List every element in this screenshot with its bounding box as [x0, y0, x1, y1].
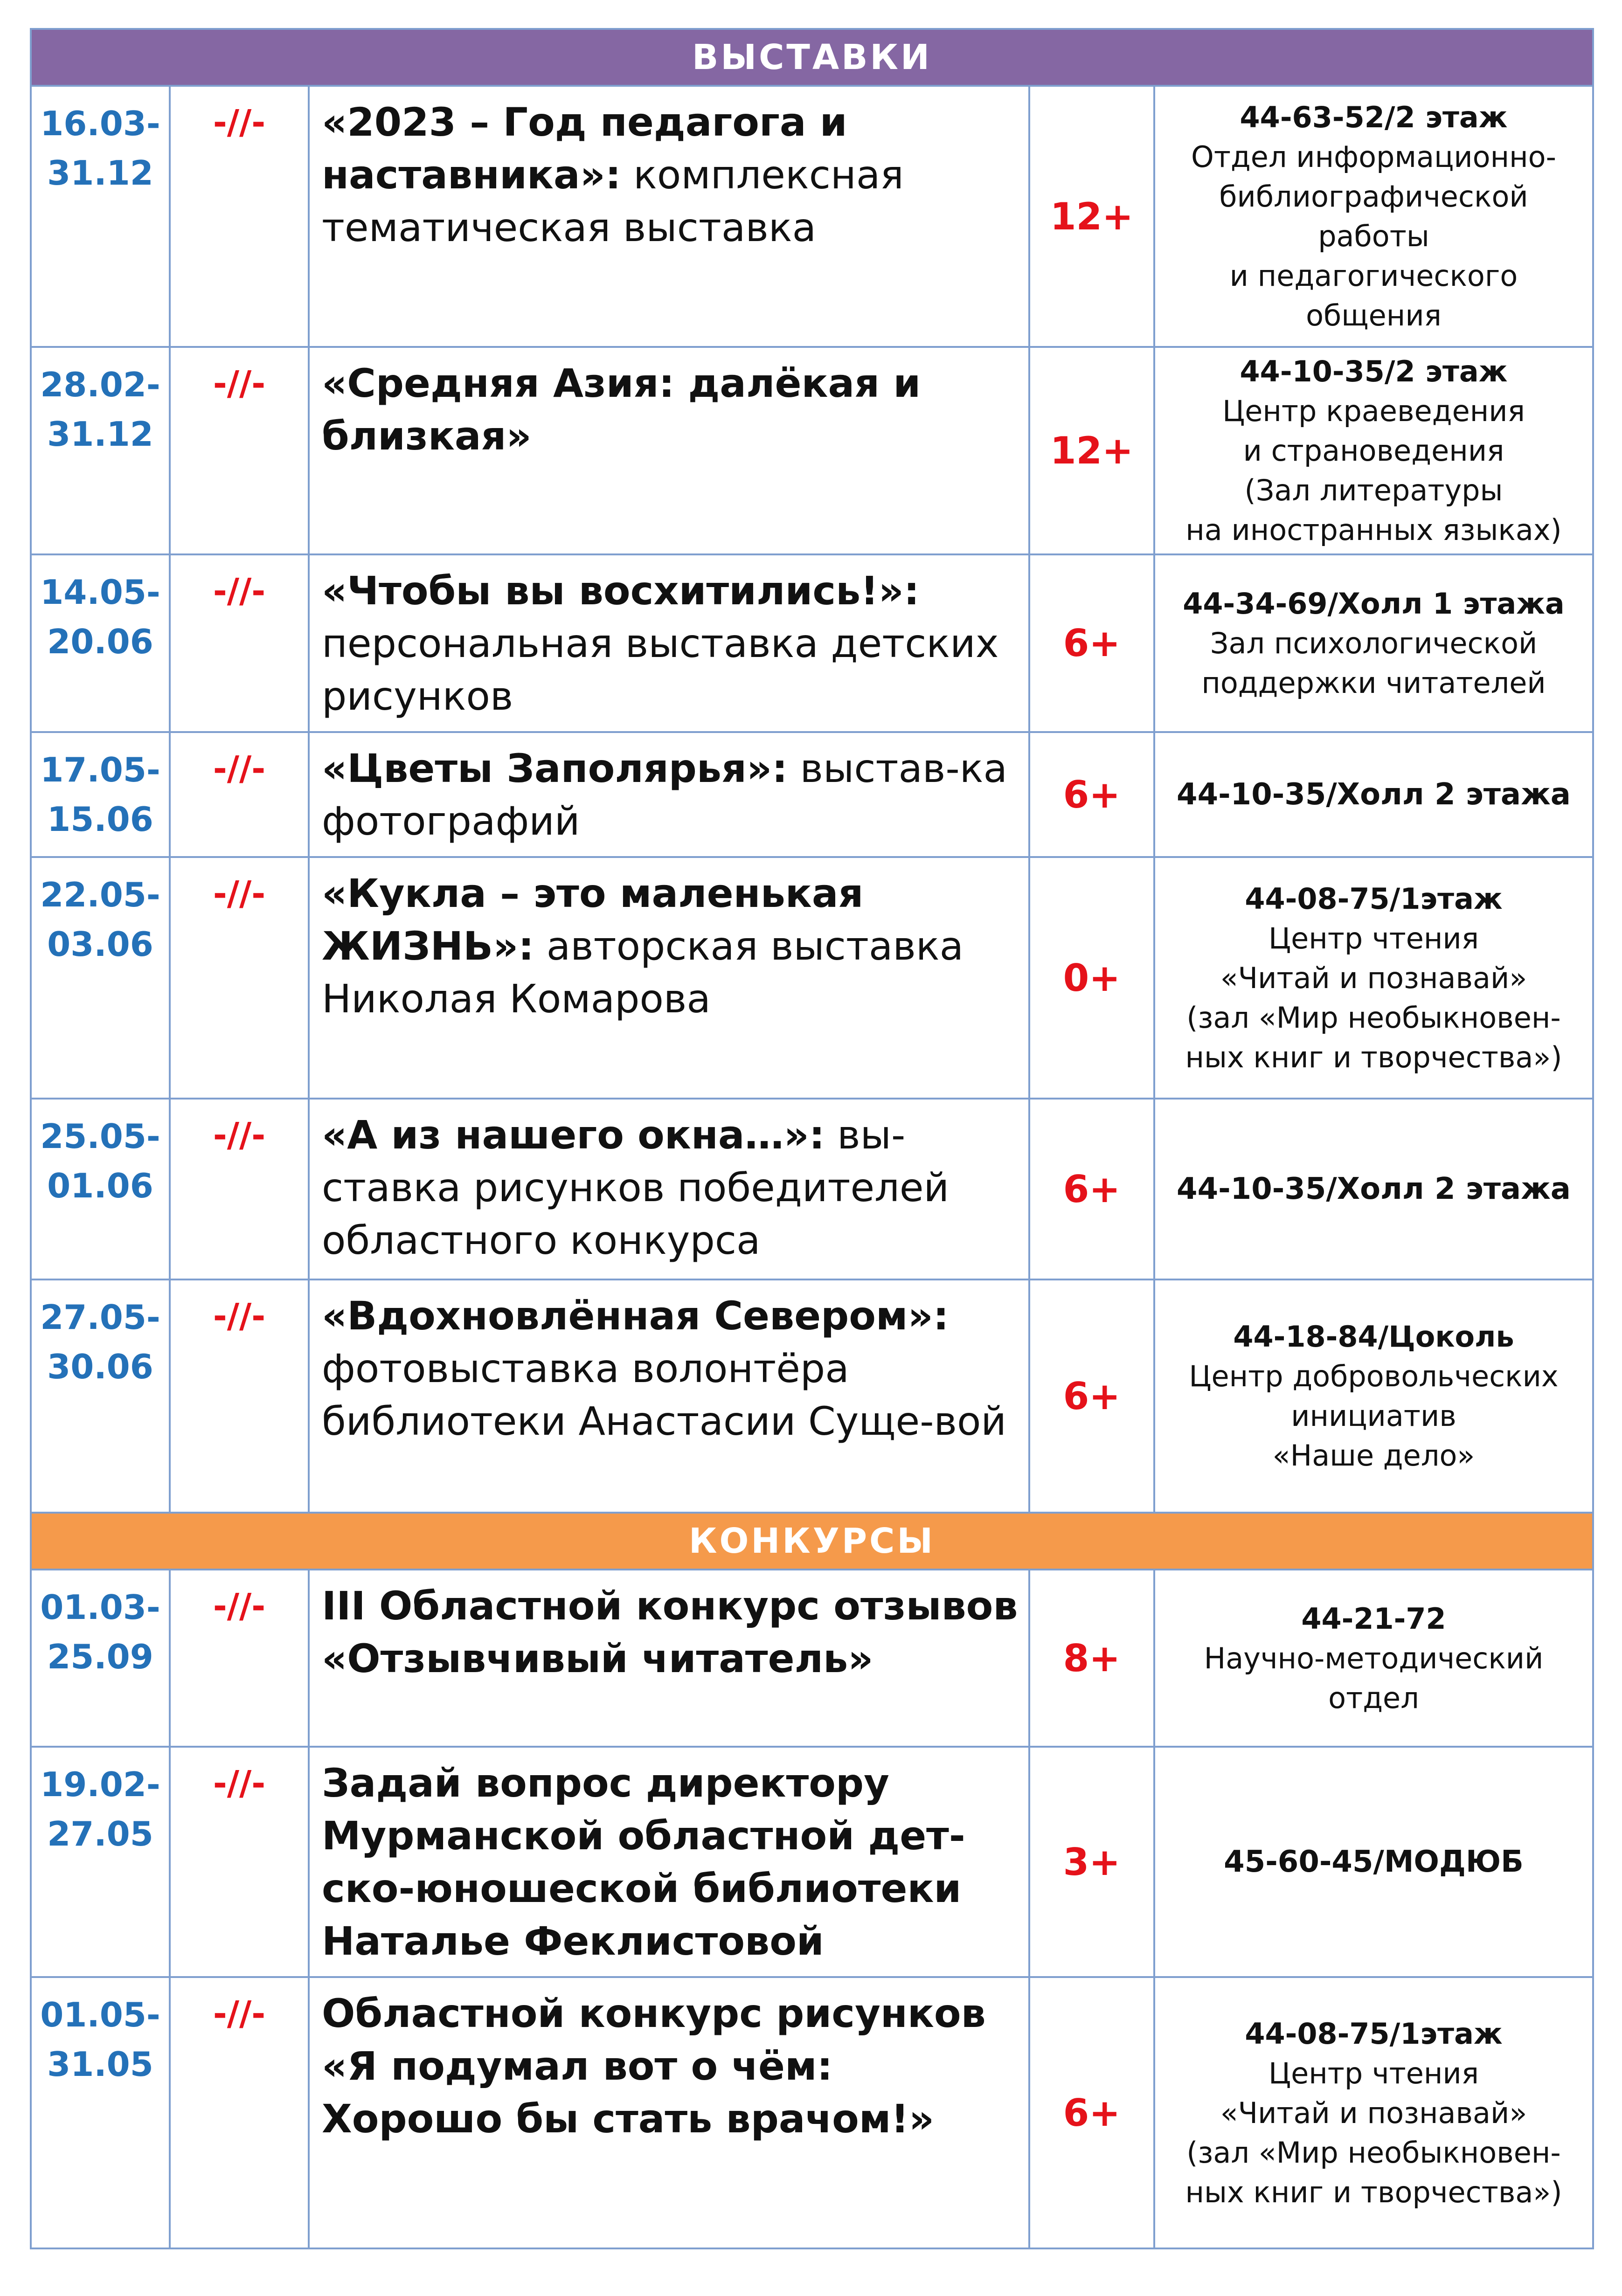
date-end: 30.06	[47, 1347, 153, 1386]
location-cell	[1154, 1099, 1593, 1279]
event-row	[31, 1747, 1593, 1977]
date-range-cell	[31, 732, 170, 857]
location-line: Центр добровольческих	[1189, 1359, 1559, 1393]
event-row	[31, 1279, 1593, 1513]
event-title-cell	[309, 857, 1029, 1099]
ditto-mark: -//-	[170, 554, 309, 732]
event-row	[31, 1099, 1593, 1279]
location-line: Научно-методический	[1204, 1641, 1544, 1675]
location-cell	[1154, 86, 1593, 347]
date-start: 16.03-	[40, 104, 160, 143]
events-table	[30, 28, 1594, 2249]
event-title-description: авторская выставка Николая Комарова	[322, 923, 964, 1022]
location-line: Центр чтения	[1268, 2056, 1479, 2090]
age-rating: 12+	[1029, 86, 1154, 347]
event-title-description: выстав-ка фотографий	[322, 746, 1007, 844]
event-row	[31, 554, 1593, 732]
date-range-cell	[31, 1099, 170, 1279]
age-rating: 6+	[1029, 732, 1154, 857]
event-title-bold: «2023 – Год педагога и наставника»:	[322, 99, 847, 198]
age-rating: 6+	[1029, 554, 1154, 732]
event-title-cell	[309, 1099, 1029, 1279]
event-title-bold: III Областной конкурс отзывов «Отзывчивый читатель»	[322, 1583, 1018, 1681]
event-title-bold: «Чтобы вы восхитились!»:	[322, 568, 920, 614]
location-line: Центр краеведения	[1222, 394, 1525, 428]
location-cell	[1154, 1977, 1593, 2248]
location-line: отдел	[1328, 1681, 1419, 1715]
event-title-cell	[309, 347, 1029, 554]
event-title-bold: «Кукла – это маленькая ЖИЗНЬ»:	[322, 871, 864, 969]
date-start: 28.02-	[40, 365, 160, 404]
ditto-mark: -//-	[170, 1977, 309, 2248]
phone-location: 45-60-45/МОДЮБ	[1224, 1844, 1524, 1879]
location-line: Отдел информационно-	[1191, 140, 1556, 174]
location-line: «Читай и познавай»	[1220, 961, 1527, 995]
date-end: 31.12	[47, 415, 153, 454]
date-end: 25.09	[47, 1637, 153, 1676]
section-heading: ВЫСТАВКИ	[31, 29, 1593, 86]
location-cell	[1154, 1570, 1593, 1747]
location-line: ных книг и творчества»)	[1185, 2175, 1562, 2209]
date-end: 15.06	[47, 800, 153, 839]
location-cell	[1154, 857, 1593, 1099]
section-header-row	[31, 1513, 1593, 1570]
location-line: и страноведения	[1243, 434, 1504, 468]
date-end: 31.12	[47, 153, 153, 193]
ditto-mark: -//-	[170, 1747, 309, 1977]
event-title-cell	[309, 1279, 1029, 1513]
location-line: Центр чтения	[1268, 921, 1479, 955]
event-title-description: персональная выставка детских рисунков	[322, 621, 999, 719]
event-title-description: фотовыставка волонтёра библиотеки Анастасии Суще-вой	[322, 1346, 1006, 1444]
location-line: ных книг и творчества»)	[1185, 1040, 1562, 1074]
event-title-description: вы-ставка рисунков победителей областного конкурса	[322, 1112, 950, 1263]
events-table-body	[31, 29, 1593, 2248]
phone-location: 44-08-75/1этаж	[1245, 881, 1503, 916]
location-description	[1160, 391, 1587, 550]
phone-location: 44-21-72	[1301, 1601, 1446, 1636]
event-row	[31, 1570, 1593, 1747]
age-rating: 12+	[1029, 347, 1154, 554]
date-start: 27.05-	[40, 1298, 160, 1337]
location-line: Зал психологической	[1210, 626, 1538, 660]
age-rating: 6+	[1029, 1279, 1154, 1513]
ditto-mark: -//-	[170, 347, 309, 554]
location-description	[1160, 1639, 1587, 1718]
date-range-cell	[31, 86, 170, 347]
date-range-cell	[31, 857, 170, 1099]
date-end: 03.06	[47, 925, 153, 964]
ditto-mark: -//-	[170, 1099, 309, 1279]
section-header-row	[31, 29, 1593, 86]
location-cell	[1154, 347, 1593, 554]
event-row	[31, 86, 1593, 347]
date-start: 01.03-	[40, 1588, 160, 1627]
date-start: 22.05-	[40, 875, 160, 914]
location-cell	[1154, 732, 1593, 857]
ditto-mark: -//-	[170, 1570, 309, 1747]
location-description	[1160, 2054, 1587, 2212]
location-description	[1160, 137, 1587, 335]
date-range-cell	[31, 347, 170, 554]
date-range-cell	[31, 1747, 170, 1977]
event-title-bold: «Средняя Азия: далёкая и близкая»	[322, 360, 921, 459]
location-cell	[1154, 554, 1593, 732]
phone-location: 44-18-84/Цоколь	[1233, 1320, 1514, 1354]
section-heading: КОНКУРСЫ	[31, 1513, 1593, 1570]
phone-location: 44-34-69/Холл 1 этажа	[1183, 587, 1565, 621]
location-description	[1160, 919, 1587, 1077]
event-title-cell	[309, 86, 1029, 347]
event-title-cell	[309, 1570, 1029, 1747]
event-row	[31, 732, 1593, 857]
event-title-cell	[309, 554, 1029, 732]
date-range-cell	[31, 1570, 170, 1747]
location-line: работы	[1318, 219, 1429, 253]
age-rating: 8+	[1029, 1570, 1154, 1747]
location-description	[1160, 1356, 1587, 1475]
date-start: 14.05-	[40, 573, 160, 612]
events-sheet	[30, 28, 1592, 2249]
date-end: 20.06	[47, 622, 153, 661]
event-title-bold: Задай вопрос директору Мурманской областной дет-ско-юношеской библиотеки Наталье Феклистовой	[322, 1760, 965, 1964]
age-rating: 0+	[1029, 857, 1154, 1099]
date-start: 25.05-	[40, 1117, 160, 1156]
location-cell	[1154, 1279, 1593, 1513]
phone-location: 44-63-52/2 этаж	[1240, 100, 1508, 134]
event-title-cell	[309, 1747, 1029, 1977]
location-line: (зал «Мир необыкновен-	[1186, 2135, 1561, 2170]
date-range-cell	[31, 1977, 170, 2248]
age-rating: 6+	[1029, 1977, 1154, 2248]
date-range-cell	[31, 1279, 170, 1513]
phone-location: 44-08-75/1этаж	[1245, 2016, 1503, 2051]
event-row	[31, 1977, 1593, 2248]
ditto-mark: -//-	[170, 1279, 309, 1513]
event-title-cell	[309, 732, 1029, 857]
event-row	[31, 347, 1593, 554]
age-rating: 6+	[1029, 1099, 1154, 1279]
location-line: библиографической	[1219, 180, 1528, 214]
date-start: 17.05-	[40, 750, 160, 789]
location-line: (Зал литературы	[1244, 473, 1503, 507]
date-range-cell	[31, 554, 170, 732]
location-line: на иностранных языках)	[1185, 513, 1562, 547]
date-start: 19.02-	[40, 1765, 160, 1804]
event-title-bold: «А из нашего окна…»:	[322, 1112, 825, 1158]
phone-location: 44-10-35/Холл 2 этажа	[1177, 1171, 1571, 1206]
location-cell	[1154, 1747, 1593, 1977]
ditto-mark: -//-	[170, 86, 309, 347]
ditto-mark: -//-	[170, 857, 309, 1099]
event-title-bold: Областной конкурс рисунков «Я подумал вот о чём: Хорошо бы стать врачом!»	[322, 1991, 986, 2142]
location-line: общения	[1306, 298, 1442, 332]
event-row	[31, 857, 1593, 1099]
location-line: инициатив	[1291, 1399, 1456, 1433]
location-description	[1160, 623, 1587, 703]
date-end: 27.05	[47, 1814, 153, 1853]
location-line: «Читай и познавай»	[1220, 2095, 1527, 2130]
location-line: «Наше дело»	[1272, 1438, 1475, 1473]
age-rating: 3+	[1029, 1747, 1154, 1977]
date-end: 01.06	[47, 1166, 153, 1205]
date-start: 01.05-	[40, 1995, 160, 2034]
event-title-bold: «Вдохновлённая Севером»:	[322, 1293, 949, 1339]
event-title-cell	[309, 1977, 1029, 2248]
date-end: 31.05	[47, 2045, 153, 2084]
location-line: (зал «Мир необыкновен-	[1186, 1000, 1561, 1035]
event-title-bold: «Цветы Заполярья»:	[322, 746, 788, 791]
location-line: поддержки читателей	[1201, 666, 1546, 700]
ditto-mark: -//-	[170, 732, 309, 857]
phone-location: 44-10-35/Холл 2 этажа	[1177, 777, 1571, 812]
phone-location: 44-10-35/2 этаж	[1240, 354, 1508, 388]
event-title-description: комплексная тематическая выставка	[322, 152, 904, 250]
location-line: и педагогического	[1229, 259, 1518, 293]
